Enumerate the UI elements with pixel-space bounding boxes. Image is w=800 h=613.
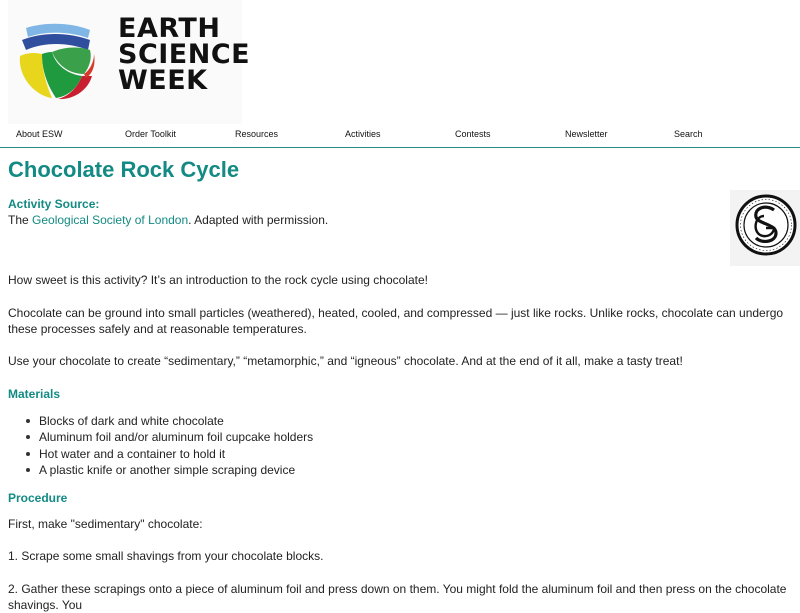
list-item: Hot water and a container to hold it: [39, 446, 313, 462]
logo-wordmark[interactable]: [118, 13, 251, 96]
source-prefix: The: [8, 213, 29, 227]
nav-item-newsletter[interactable]: Newsletter: [565, 129, 608, 139]
nav-item-resources[interactable]: Resources: [235, 129, 279, 139]
geological-society-seal-icon: [730, 190, 800, 266]
nav-item-search[interactable]: Search: [674, 129, 703, 139]
earth-science-week-swirl-icon[interactable]: [16, 20, 96, 100]
intro-paragraph-1: How sweet is this activity? It’s an introduction to the rock cycle using chocolate!: [8, 273, 428, 287]
materials-heading: Materials: [8, 387, 61, 401]
logo-line-earth: EARTH: [118, 13, 221, 44]
nav-item-about-esw[interactable]: About ESW: [16, 129, 63, 139]
procedure-step-1: 1. Scrape some small shavings from your chocolate blocks.: [8, 549, 324, 563]
activity-source-line: [8, 213, 328, 227]
procedure-intro: First, make "sedimentary" chocolate:: [8, 517, 203, 531]
materials-list: [39, 413, 313, 478]
list-item: Aluminum foil and/or aluminum foil cupcake holders: [39, 430, 314, 445]
intro-paragraph-3: Use your chocolate to create “sedimentary,” “metamorphic,” and “igneous” chocolate. And at the end of it all, make a tasty treat!: [8, 354, 683, 368]
page-title: Chocolate Rock Cycle: [8, 157, 240, 182]
procedure-heading: Procedure: [8, 491, 68, 505]
activity-source-heading: Activity Source:: [8, 197, 100, 211]
logo-line-week: WEEK: [118, 65, 208, 96]
logo-line-science: SCIENCE: [118, 39, 251, 70]
intro-paragraph-2: Chocolate can be ground into small particles (weathered), heated, cooled, and compressed — just like rocks. Unlike rocks, chocolate can undergo these processes safely and at reasonable temperatures.: [8, 306, 784, 336]
list-item: A plastic knife or another simple scraping device: [39, 462, 313, 478]
main-nav: [0, 124, 800, 148]
nav-item-activities[interactable]: Activities: [345, 129, 381, 139]
source-link[interactable]: Geological Society of London: [32, 213, 189, 227]
nav-item-contests[interactable]: Contests: [455, 129, 491, 139]
list-item: Blocks of dark and white chocolate: [39, 413, 313, 429]
procedure-step-2: 2. Gather these scrapings onto a piece of aluminum foil and press down on them. You might fold the aluminum foil and then press on the chocolate shavings. You: [8, 582, 787, 612]
nav-item-order-toolkit[interactable]: Order Toolkit: [125, 129, 176, 139]
site-header: [8, 0, 251, 124]
source-suffix: . Adapted with permission.: [188, 213, 329, 227]
